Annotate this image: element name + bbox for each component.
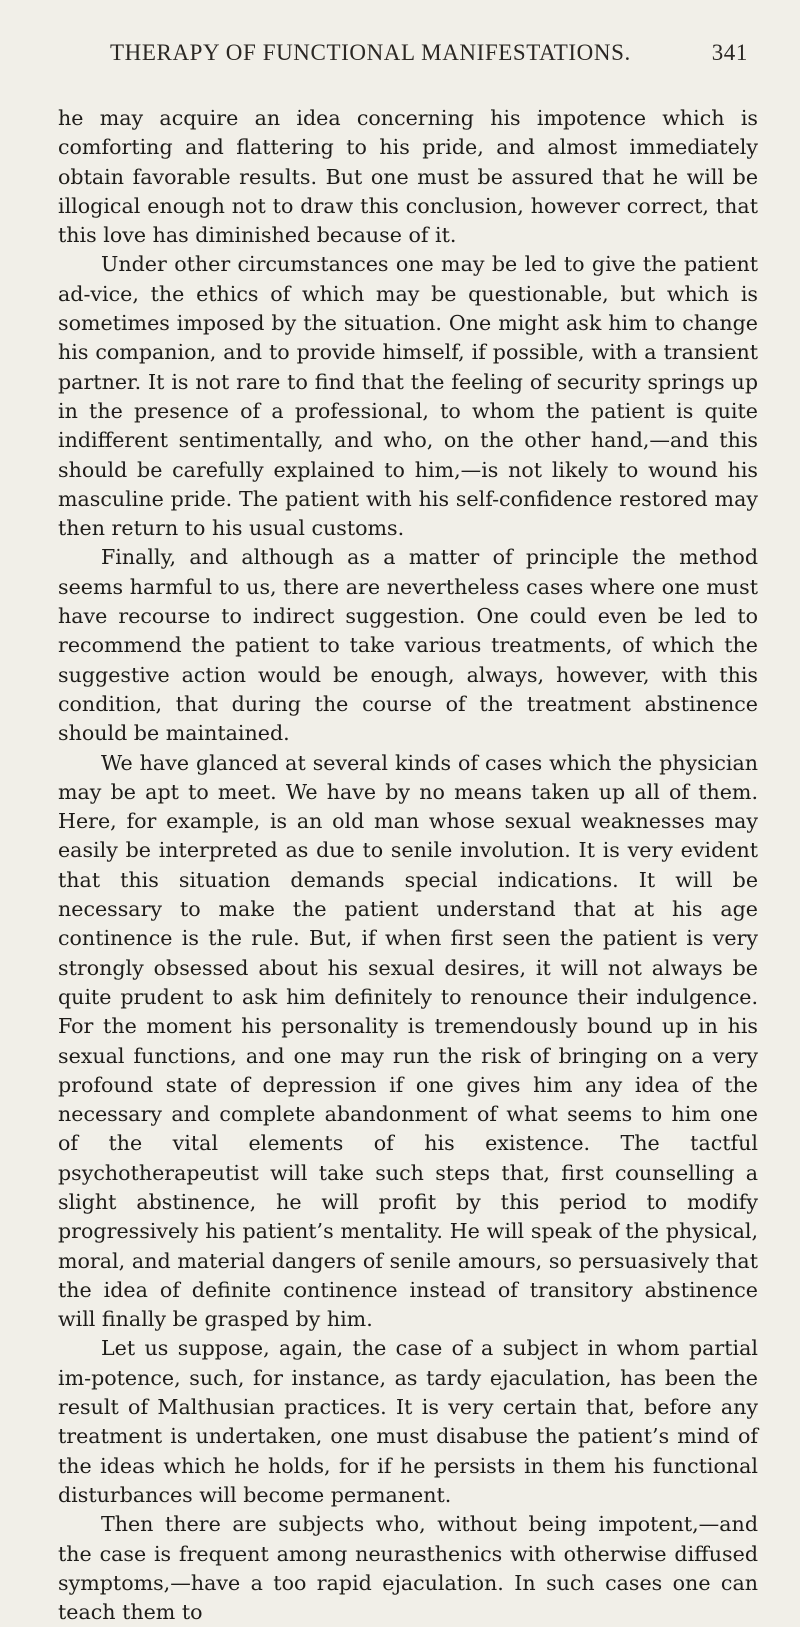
paragraph: We have glanced at several kinds of cases which the physician may be apt to meet. We have by no means taken up all of them. Here, for example, is an old man whose sexual weaknesses may easily be interpreted as due to senile involution. It is very evident that this situation demands special indications. It will be necessary to make the patient understand that at his age continence is the rule. But, if when first seen the patient is very strongly obsessed about his sexual desires, it will not always be quite prudent to ask him definitely to renounce their indulgence. For the moment his personality is tremendously bound up in his sexual functions, and one may run the risk of bringing on a very profound state of depression if one gives him any idea of the necessary and complete abandonment of what seems to him one of the vital elements of his existence. The tactful psychotherapeutist will take such steps that, first counselling a slight abstinence, he will profit by this period to modify progressively his patient’s mentality. He will speak of the physical, moral, and material dangers of senile amours, so persuasively that the idea of definite continence instead of transitory abstinence will finally be grasped by him. — [58, 750, 758, 1332]
paragraph: Under other circumstances one may be led to give the patient ad-vice, the ethics of which may be questionable, but which is sometimes imposed by the situation. One might ask him to change his companion, and to provide himself, if possible, with a transient partner. It is not rare to find that the feeling of security springs up in the presence of a professional, to whom the patient is quite indifferent sentimentally, and who, on the other hand,—and this should be carefully explained to him,—is not likely to wound his masculine pride. The patient with his self-confidence restored may then return to his usual customs. — [58, 252, 758, 541]
paragraph: Finally, and although as a matter of principle the method seems harmful to us, there are nevertheless cases where one must have recourse to indirect suggestion. One could even be led to recommend the patient to take various treatments, of which the suggestive action would be enough, always, however, with this condition, that during the course of the treatment abstinence should be maintained. — [58, 545, 758, 746]
paragraph: Then there are subjects who, without being impotent,—and the case is frequent among neurasthenics with otherwise diffused symptoms,—have a too rapid ejaculation. In such cases one can teach them to — [58, 1512, 758, 1625]
paragraph: Let us suppose, again, the case of a subject in whom partial im-potence, such, for instance, as tardy ejaculation, has been the result of Malthusian practices. It is very certain that, before any treatment is undertaken, one must disabuse the patient’s mind of the ideas which he holds, for if he persists in them his functional disturbances will become permanent. — [58, 1336, 758, 1507]
body-text — [58, 104, 758, 1627]
running-head — [110, 40, 748, 74]
page-number: 341 — [711, 40, 748, 65]
paragraph: he may acquire an idea concerning his impotence which is comforting and flattering to his pride, and almost immediately obtain favorable results. But one must be assured that he will be illogical enough not to draw this conclusion, however correct, that this love has diminished because of it. — [58, 106, 758, 248]
running-head-title: THERAPY OF FUNCTIONAL MANIFESTATIONS. — [110, 40, 631, 65]
